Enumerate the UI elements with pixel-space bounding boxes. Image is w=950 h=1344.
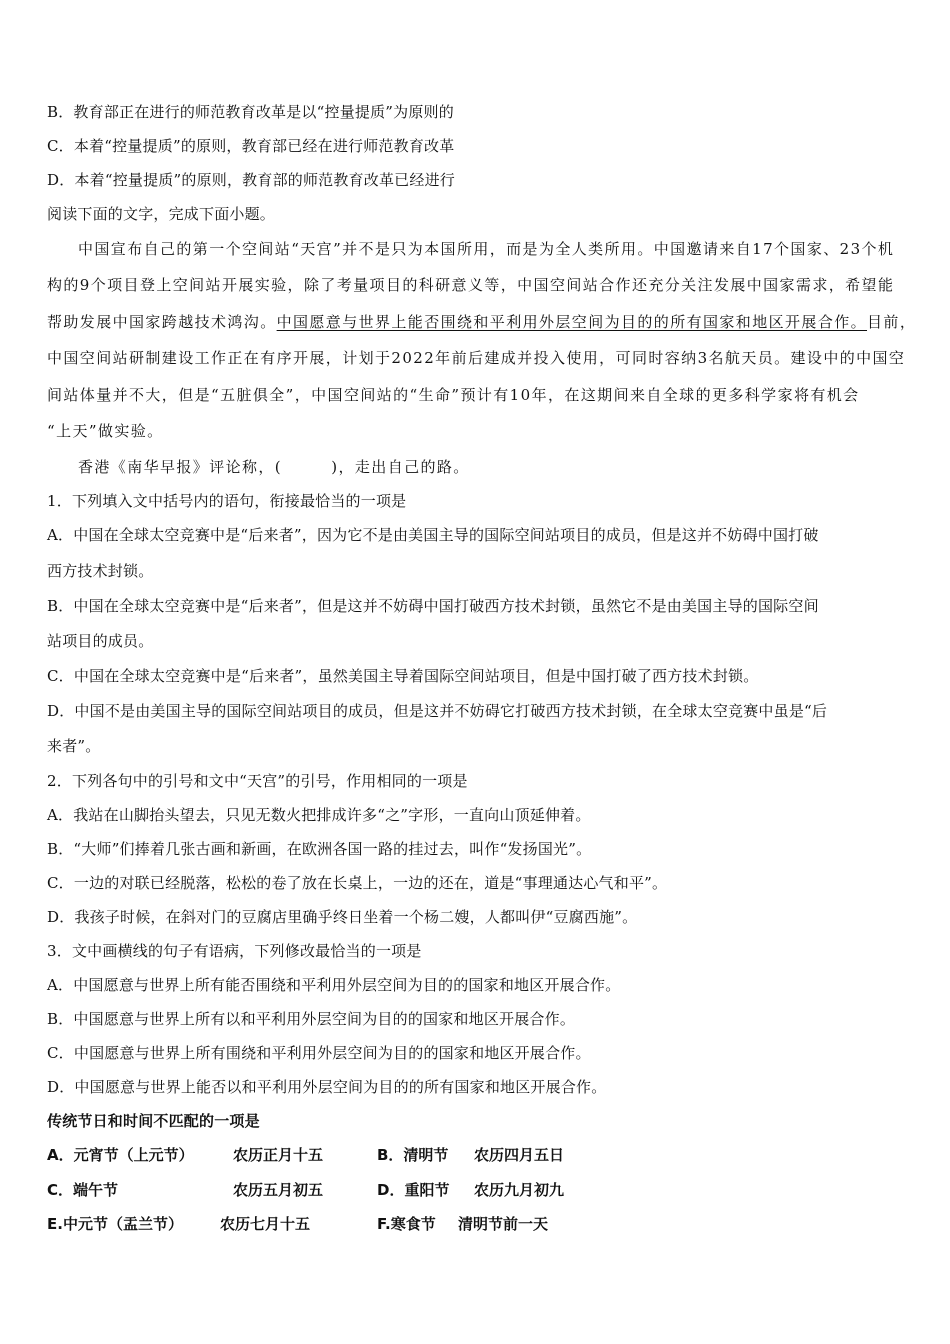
passage-line-2: 构的9个项目登上空间站开展实验，除了考量项目的科研意义等，中国空间站合作还充分关注发展中国家需求，希望能 xyxy=(47,276,895,294)
passage-line-3-start: 帮助发展中国家跨越技术鸿沟。 xyxy=(47,313,277,331)
prev-option-b: B．教育部正在进行的师范教育改革是以“控量提质”为原则的 xyxy=(47,103,454,121)
reading-instruction: 阅读下面的文字，完成下面小题。 xyxy=(47,205,276,223)
q4-row-1 xyxy=(47,1138,902,1172)
passage-line-3-end: 目前， xyxy=(867,313,917,331)
q4-option-a-label: A．元宵节（上元节） xyxy=(47,1146,194,1164)
underlined-sentence: 中国愿意与世界上能否围绕和平利用外层空间为目的的所有国家和地区开展合作。 xyxy=(276,313,868,331)
q3-option-d: D．中国愿意与世界上能否以和平利用外层空间为目的的所有国家和地区开展合作。 xyxy=(47,1078,607,1096)
q2-option-d: D．我孩子时候，在斜对门的豆腐店里确乎终日坐着一个杨二嫂，人都叫伊“豆腐西施”。 xyxy=(47,908,638,926)
q4-option-e-label: E.中元节（盂兰节） xyxy=(47,1215,183,1233)
q4-option-c-date: 农历五月初五 xyxy=(233,1181,324,1199)
prev-option-d: D．本着“控量提质”的原则，教育部的师范教育改革已经进行 xyxy=(47,171,455,189)
passage-line-6: “上天”做实验。 xyxy=(47,422,164,440)
q4-option-b-label: B．清明节 xyxy=(377,1146,449,1164)
question-4-stem: 传统节日和时间不匹配的一项是 xyxy=(47,1112,260,1130)
passage-line-3 xyxy=(47,305,917,339)
q3-option-c: C．中国愿意与世界上所有围绕和平利用外层空间为目的的国家和地区开展合作。 xyxy=(47,1044,591,1062)
q4-option-a-date: 农历正月十五 xyxy=(233,1146,324,1164)
q1-option-d-line2: 来者”。 xyxy=(47,737,101,755)
q4-option-f-label: F.寒食节 xyxy=(377,1215,436,1233)
q4-option-d-date: 农历九月初九 xyxy=(474,1181,565,1199)
q3-option-a: A．中国愿意与世界上所有能否围绕和平利用外层空间为目的的国家和地区开展合作。 xyxy=(47,976,621,994)
prev-option-c: C．本着“控量提质”的原则，教育部已经在进行师范教育改革 xyxy=(47,137,455,155)
q4-option-b-date: 农历四月五日 xyxy=(474,1146,565,1164)
q1-option-a-line1: A．中国在全球太空竞赛中是“后来者”，因为它不是由美国主导的国际空间站项目的成员，但是这并不妨碍中国打破 xyxy=(47,526,819,544)
passage-line-1: 中国宣布自己的第一个空间站“天宫”并不是只为本国所用，而是为全人类所用。中国邀请来自17个国家、23个机 xyxy=(78,240,895,258)
q4-option-e-date: 农历七月十五 xyxy=(220,1215,311,1233)
q1-option-a-line2: 西方技术封锁。 xyxy=(47,562,154,580)
q4-option-d-label: D．重阳节 xyxy=(377,1181,450,1199)
q1-option-b-line1: B．中国在全球太空竞赛中是“后来者”，但是这并不妨碍中国打破西方技术封锁，虽然它不是由美国主导的国际空间 xyxy=(47,597,819,615)
q1-option-c: C．中国在全球太空竞赛中是“后来者”，虽然美国主导着国际空间站项目，但是中国打破了西方技术封锁。 xyxy=(47,667,759,685)
question-3-stem: 3．文中画横线的句子有语病，下列修改最恰当的一项是 xyxy=(47,942,422,960)
q2-option-c: C．一边的对联已经脱落，松松的卷了放在长桌上，一边的还在，道是“事理通达心气和平”。 xyxy=(47,874,668,892)
q4-row-3 xyxy=(47,1207,902,1241)
q1-option-b-line2: 站项目的成员。 xyxy=(47,632,154,650)
q4-row-2 xyxy=(47,1173,902,1207)
q3-option-b: B．中国愿意与世界上所有以和平利用外层空间为目的的国家和地区开展合作。 xyxy=(47,1010,576,1028)
q2-option-a: A．我站在山脚抬头望去，只见无数火把排成许多“之”字形，一直向山顶延伸着。 xyxy=(47,806,591,824)
passage-line-5: 间站体量并不大，但是“五脏俱全”，中国空间站的“生命”预计有10年，在这期间来自全球的更多科学家将有机会 xyxy=(47,386,860,404)
q4-option-c-label: C．端午节 xyxy=(47,1181,119,1199)
q1-option-d-line1: D．中国不是由美国主导的国际空间站项目的成员，但是这并不妨碍它打破西方技术封锁，在全球太空竞赛中虽是“后 xyxy=(47,702,828,720)
q4-option-f-date: 清明节前一天 xyxy=(458,1215,549,1233)
question-1-stem: 1．下列填入文中括号内的语句，衔接最恰当的一项是 xyxy=(47,492,407,510)
passage-line-4: 中国空间站研制建设工作正在有序开展，计划于2022年前后建成并投入使用，可同时容纳3名航天员。建设中的中国空 xyxy=(47,349,906,367)
q2-option-b: B．“大师”们捧着几张古画和新画，在欧洲各国一路的挂过去，叫作“发扬国光”。 xyxy=(47,840,592,858)
passage-line-7: 香港《南华早报》评论称，( )，走出自己的路。 xyxy=(78,458,470,476)
question-2-stem: 2．下列各句中的引号和文中“天宫”的引号，作用相同的一项是 xyxy=(47,772,468,790)
